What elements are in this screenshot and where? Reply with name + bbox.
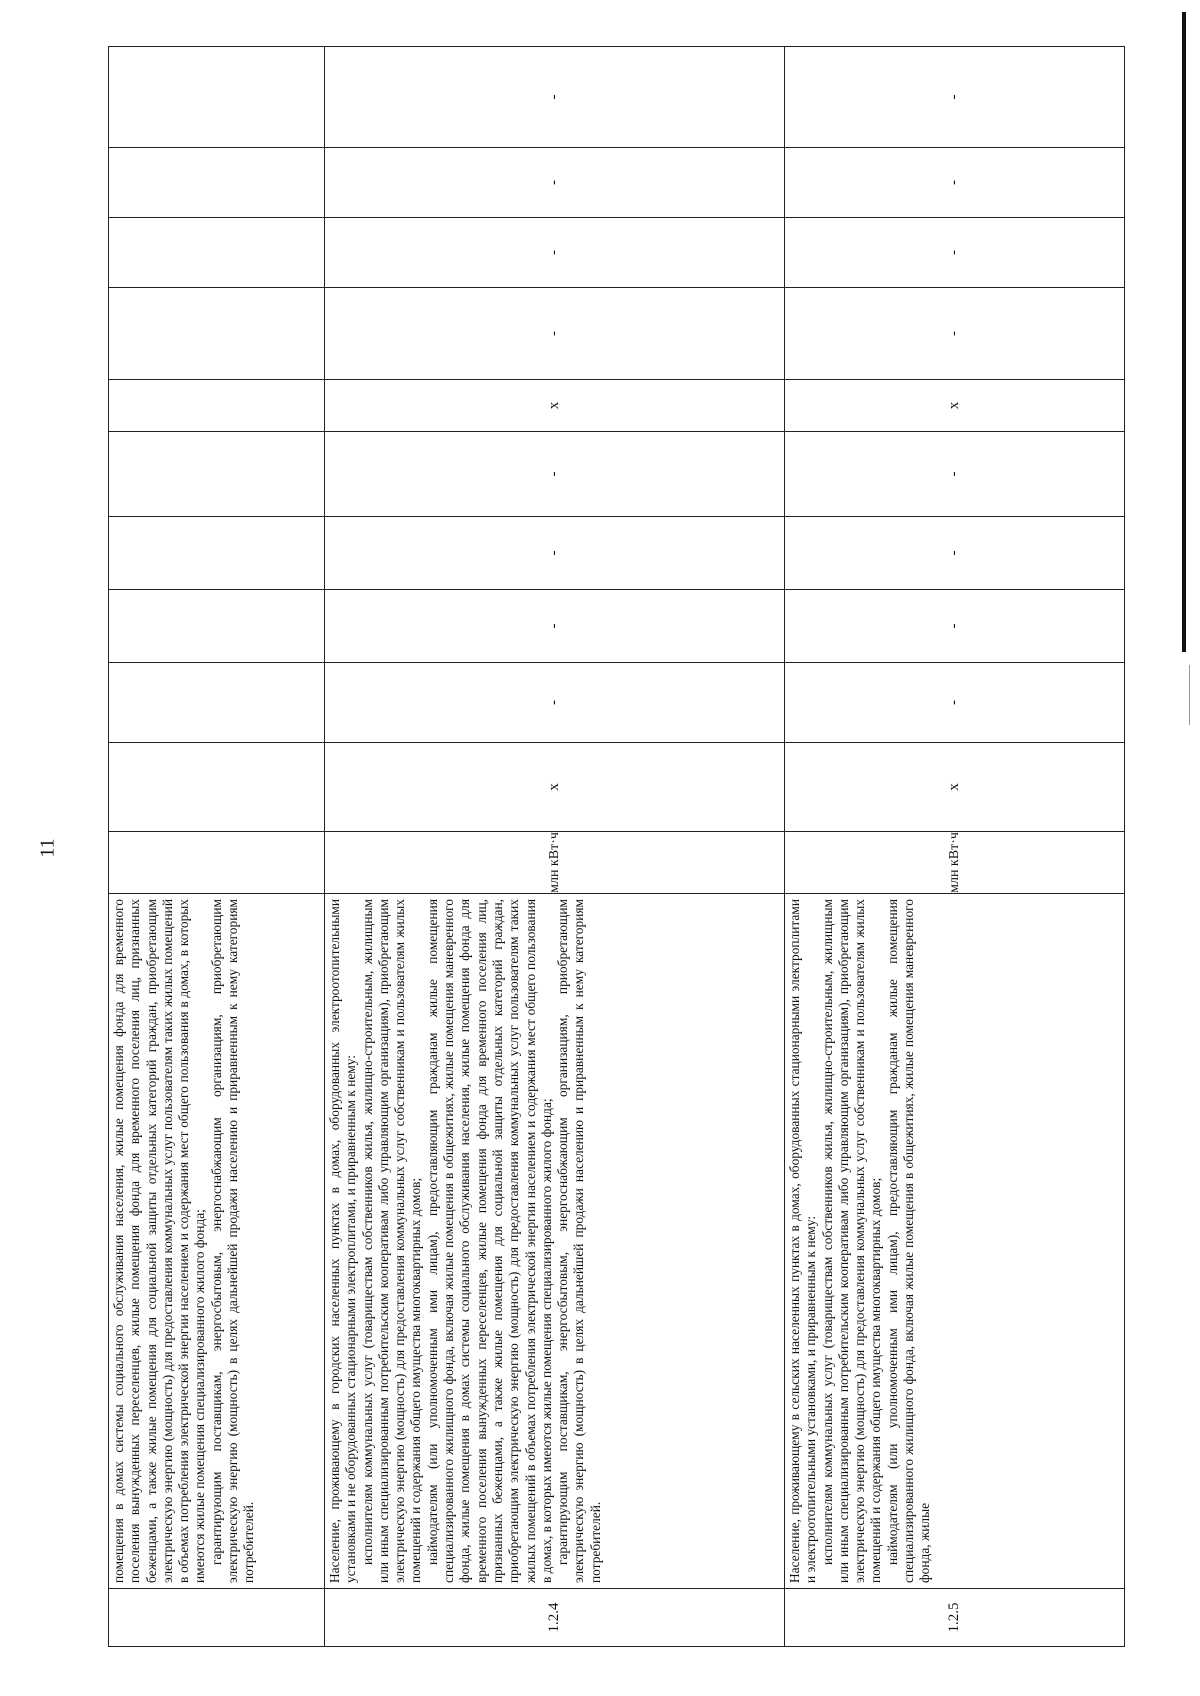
value-cell-7: -	[785, 288, 1125, 380]
description-paragraph: исполнителям коммунальных услуг (товариществам собственников жилья, жилищно-строительным, жилищным или иным специализированным потребительским кооперативам либо управляющим организациям), приобретающим электрическую энергию (мощность) для предоставления коммунальных услуг собственникам и пользователям жилых помещений и содержания общего имущества многоквартирных домов;	[359, 899, 424, 1583]
value-cell-9: -	[325, 148, 785, 218]
scan-edge-mark	[1182, 12, 1186, 652]
scan-edge-mark-thin	[1189, 665, 1190, 725]
value-cell-2	[109, 663, 325, 743]
row-description	[785, 894, 1125, 1589]
value-cell-3	[109, 590, 325, 663]
description-paragraph: Население, проживающему в сельских населенных пунктах в домах, оборудованных стационарными электроплитами и электроотопительными установками, и приравненным к нему:	[787, 899, 819, 1583]
unit-cell	[109, 832, 325, 894]
value-cell-4: -	[325, 517, 785, 590]
page-number: 11	[36, 838, 59, 858]
description-paragraph: гарантирующим поставщикам, энергосбытовым, энергоснабжающим организациям, приобретающим электрическую энергию (мощность) в целях дальнейшей продажи населению и приравненным к нему категориям потребителей.	[555, 899, 603, 1583]
value-cell-1: х	[325, 743, 785, 832]
value-cell-1: х	[785, 743, 1125, 832]
value-cell-9	[109, 148, 325, 218]
description-paragraph: наймодателям (или уполномоченным ими лицам), предоставляющим гражданам жилые помещения специализированного жилищного фонда, включая жилые помещения в общежитиях, жилые помещения маневренного фонда, жилые	[884, 899, 933, 1583]
description-paragraph: помещения в домах системы социального обслуживания населения, жилые помещения фонда для временного поселения вынужденных переселенцев, жилые помещения фонда для временного поселения лиц, признанных беженцами, а также жилые помещения для социальной защиты отдельных категорий граждан, приобретающим электрическую энергию (мощность) для предоставления коммунальных услуг пользователям таких жилых помещений в объемах потребления электрической энергии населением и содержания мест общего пользования в домах, в которых имеются жилые помещения специализированного жилого фонда;	[111, 899, 208, 1583]
value-cell-4	[109, 517, 325, 590]
value-cell-8: -	[325, 218, 785, 288]
description-paragraph: Население, проживающему в городских населенных пунктах в домах, оборудованных электроотопительными установками и не оборудованных стационарными электроплитами, и приравненным к нему:	[327, 899, 359, 1583]
row-description	[325, 894, 785, 1589]
tariff-volume-table	[108, 46, 1125, 1647]
description-paragraph: исполнителям коммунальных услуг (товариществам собственников жилья, жилищно-строительным, жилищным или иным специализированным потребительским кооперативам либо управляющим организациям), приобретающим электрическую энергию (мощность) для предоставления коммунальных услуг собственникам и пользователям жилых помещений и содержания общего имущества многоквартирных домов;	[819, 899, 884, 1583]
value-cell-3: -	[325, 590, 785, 663]
value-cell-8	[109, 218, 325, 288]
row-number: 1.2.5	[785, 1589, 1125, 1647]
rotated-landscape-table	[108, 47, 1124, 1647]
value-cell-10: -	[325, 47, 785, 148]
value-cell-5: -	[325, 432, 785, 517]
unit-cell: млн кВт·ч	[785, 832, 1125, 894]
row-number	[109, 1589, 325, 1647]
paragraph-text: гарантирующим поставщикам, энергосбытовым, энергоснабжающим организациям, приобретающим электрическую энергию (мощность) в целях дальнейшей продажи населению и приравненным к нему категориям потребителей.	[208, 899, 257, 1583]
value-cell-1	[109, 743, 325, 832]
value-cell-7	[109, 288, 325, 380]
value-cell-8: -	[785, 218, 1125, 288]
value-cell-6: х	[325, 380, 785, 432]
table-row-continuation	[109, 47, 325, 1647]
value-cell-10	[109, 47, 325, 148]
row-description	[109, 894, 325, 1589]
value-cell-6: х	[785, 380, 1125, 432]
value-cell-3: -	[785, 590, 1125, 663]
description-paragraph	[209, 899, 258, 1583]
row-number: 1.2.4	[325, 1589, 785, 1647]
table-row-1-2-4	[325, 47, 785, 1647]
value-cell-6	[109, 380, 325, 432]
value-cell-10: -	[785, 47, 1125, 148]
value-cell-2: -	[785, 663, 1125, 743]
unit-cell: млн кВт·ч	[325, 832, 785, 894]
value-cell-5: -	[785, 432, 1125, 517]
value-cell-7: -	[325, 288, 785, 380]
description-paragraph: наймодателям (или уполномоченным ими лицам), предоставляющим гражданам жилые помещения специализированного жилищного фонда, включая жилые помещения в общежитиях, жилые помещения маневренного фонда, жилые помещения в домах системы социального обслуживания населения, жилые помещения фонда для временного поселения вынужденных переселенцев, жилые помещения фонда для временного поселения лиц, признанных беженцами, а также жилые помещения для социальной защиты отдельных категорий граждан, приобретающим электрическую энергию (мощность) для предоставления коммунальных услуг пользователям таких жилых помещений в объемах потребления электрической энергии населением и содержания мест общего пользования в домах, в которых имеются жилые помещения специализированного жилого фонда;	[424, 899, 554, 1583]
value-cell-4: -	[785, 517, 1125, 590]
value-cell-2: -	[325, 663, 785, 743]
table-row-1-2-5	[785, 47, 1125, 1647]
value-cell-5	[109, 432, 325, 517]
value-cell-9: -	[785, 148, 1125, 218]
